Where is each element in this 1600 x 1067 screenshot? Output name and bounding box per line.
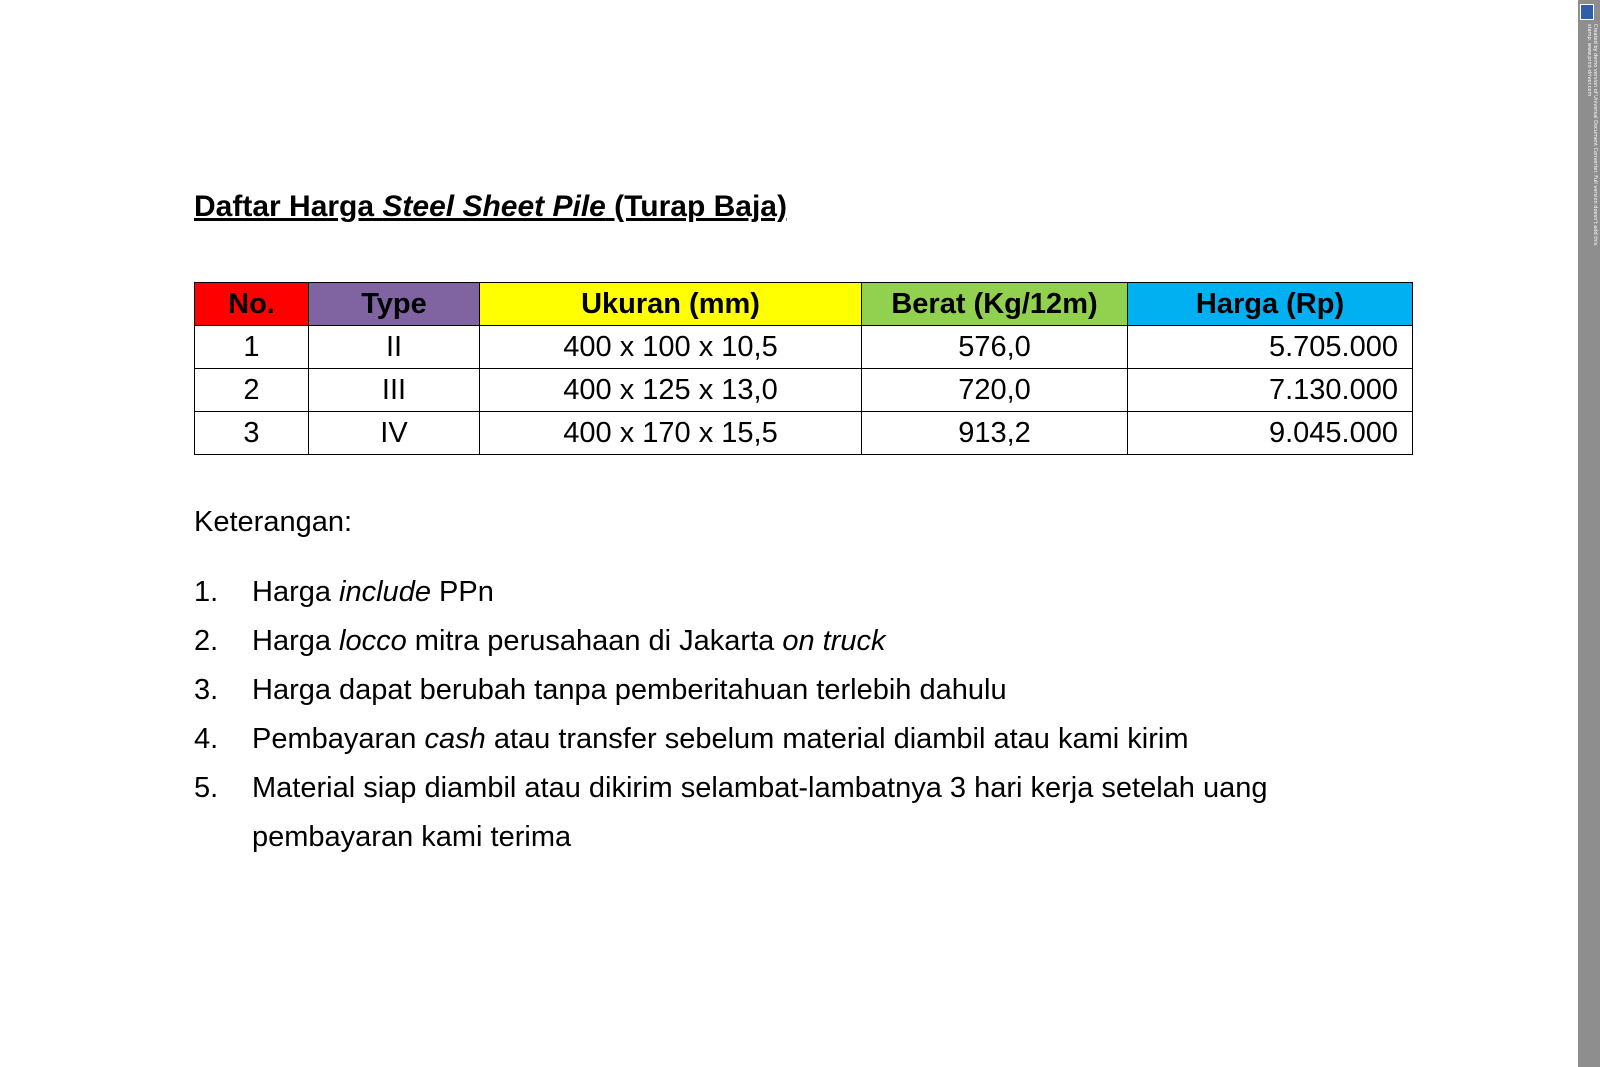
cell-berat: 913,2	[862, 412, 1128, 455]
note-text: mitra perusahaan di Jakarta	[406, 625, 783, 657]
list-item	[194, 617, 1414, 666]
converter-logo-icon	[1580, 4, 1594, 20]
cell-ukuran: 400 x 100 x 10,5	[480, 326, 862, 369]
list-item	[194, 568, 1414, 617]
list-number: 1.	[194, 576, 219, 608]
cell-no: 1	[195, 326, 309, 369]
list-item	[194, 715, 1414, 764]
note-text: Material siap diambil atau dikirim selambat-lambatnya 3 hari kerja setelah uang pembayaran kami terima	[252, 772, 1268, 853]
list-number: 4.	[194, 723, 219, 755]
note-text: Harga	[252, 576, 340, 608]
cell-harga: 5.705.000	[1128, 326, 1413, 369]
list-item	[194, 666, 1414, 715]
cell-berat: 720,0	[862, 369, 1128, 412]
table-header-row	[195, 283, 1413, 326]
header-type: Type	[309, 283, 480, 326]
list-number: 3.	[194, 674, 219, 706]
cell-type: II	[309, 326, 480, 369]
note-italic: on truck	[782, 625, 886, 657]
cell-harga: 7.130.000	[1128, 369, 1413, 412]
cell-harga: 9.045.000	[1128, 412, 1413, 455]
notes-list	[194, 568, 1414, 862]
list-number: 5.	[194, 772, 219, 804]
note-text: Pembayaran	[252, 723, 425, 755]
note-text: Harga	[252, 625, 340, 657]
header-berat: Berat (Kg/12m)	[862, 283, 1128, 326]
list-number: 2.	[194, 625, 219, 657]
header-no: No.	[195, 283, 309, 326]
note-italic: cash	[424, 723, 486, 755]
title-suffix: (Turap Baja)	[605, 190, 787, 223]
cell-ukuran: 400 x 125 x 13,0	[480, 369, 862, 412]
page-title	[194, 190, 787, 224]
header-ukuran: Ukuran (mm)	[480, 283, 862, 326]
note-italic: include	[339, 576, 431, 608]
watermark-text: Created by demo version of Universal Document Converter. Full version doesn't add this stamp. www.print-driver.com	[1586, 24, 1598, 246]
title-italic: Steel Sheet Pile	[382, 190, 606, 223]
cell-no: 2	[195, 369, 309, 412]
cell-no: 3	[195, 412, 309, 455]
cell-berat: 576,0	[862, 326, 1128, 369]
table-row	[195, 369, 1413, 412]
watermark-sidebar	[1578, 0, 1600, 1067]
header-harga: Harga (Rp)	[1128, 283, 1413, 326]
notes-label: Keterangan:	[194, 506, 353, 538]
table-row	[195, 326, 1413, 369]
note-text: PPn	[430, 576, 494, 608]
cell-ukuran: 400 x 170 x 15,5	[480, 412, 862, 455]
note-text: atau transfer sebelum material diambil atau kami kirim	[485, 723, 1189, 755]
cell-type: IV	[309, 412, 480, 455]
price-table	[194, 282, 1413, 455]
title-prefix: Daftar Harga	[194, 190, 383, 223]
list-item	[194, 764, 1414, 862]
table-row	[195, 412, 1413, 455]
note-italic: locco	[339, 625, 407, 657]
cell-type: III	[309, 369, 480, 412]
note-text: Harga dapat berubah tanpa pemberitahuan terlebih dahulu	[252, 674, 1007, 706]
